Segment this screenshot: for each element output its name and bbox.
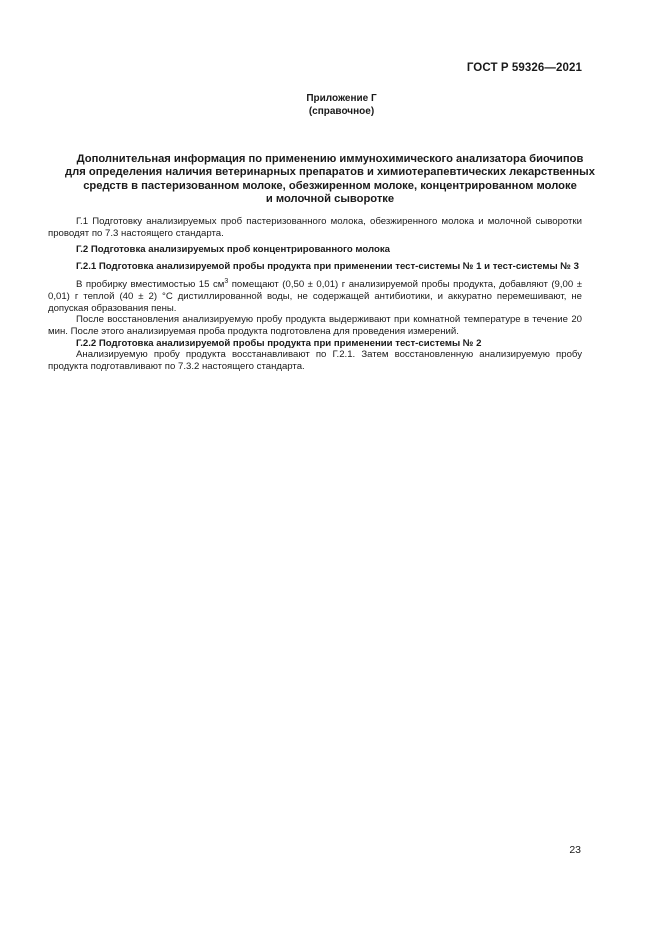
appendix-heading <box>0 92 661 118</box>
page-number: 23 <box>569 844 581 856</box>
title-line: Дополнительная информация по применению иммунохимического анализатора биочипов <box>76 153 584 165</box>
paragraph-text: В пробирку вместимостью 15 см <box>76 279 225 291</box>
paragraph-text: помещают (0,50 ± 0,01) г анализируемой пробы продукта, добавляют (9,00 ± 0,01) г теплой (40 ± 2) °С дистиллированной воды, не содержащей антибиотики, и аккуратно перемешивают, не допуская образования пены. <box>48 279 582 314</box>
appendix-title <box>40 153 620 207</box>
title-line: средств в пастеризованном молоке, обезжиренном молоке, концентрированном молоке <box>83 179 577 192</box>
paragraph-g22: Анализируемую пробу продукта восстанавливают по Г.2.1. Затем восстановленную анализируемую пробу продукта подготавливают по 7.3.2 настоящего стандарта. <box>48 349 582 372</box>
paragraph-g21-restoration: После восстановления анализируемую пробу продукта выдерживают при комнатной температуре в течение 20 мин. После этого анализируемая проба продукта подготовлена для проведения измерений. <box>48 314 582 337</box>
appendix-label: Приложение Г <box>306 93 377 104</box>
paragraph-g21-preparation <box>48 276 582 314</box>
section-heading-g21: Г.2.1 Подготовка анализируемой пробы продукта при применении тест-системы № 1 и тест-системы № 3 <box>76 260 579 272</box>
section-heading-g2: Г.2 Подготовка анализируемых проб концентрированного молока <box>76 244 390 256</box>
title-line: для определения наличия ветеринарных препаратов и химиотерапевтических лекарственных <box>65 166 595 179</box>
superscript: 3 <box>224 278 229 286</box>
document-body <box>48 216 582 372</box>
title-line: и молочной сыворотке <box>265 193 395 206</box>
section-heading-g22: Г.2.2 Подготовка анализируемой пробы продукта при применении тест-системы № 2 <box>76 337 482 349</box>
appendix-type: (справочное) <box>308 106 375 117</box>
paragraph-g1: Г.1 Подготовку анализируемых проб пастеризованного молока, обезжиренного молока и молочной сыворотки проводят по 7.3 настоящего стандарта. <box>48 216 582 239</box>
document-code: ГОСТ Р 59326—2021 <box>466 62 582 74</box>
